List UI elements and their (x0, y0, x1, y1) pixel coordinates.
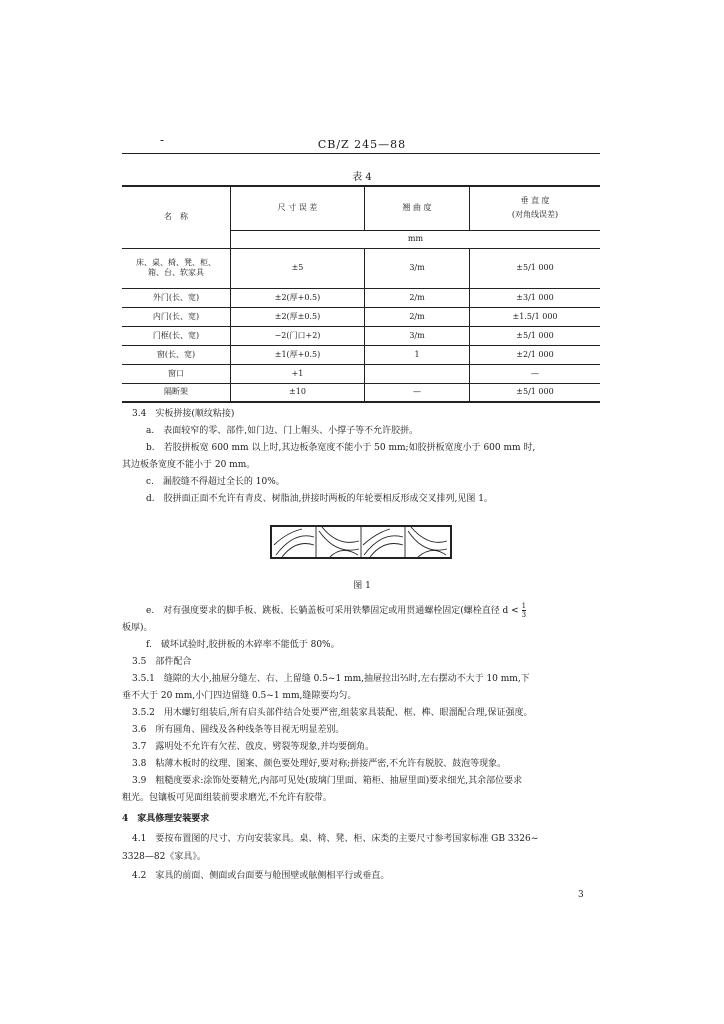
table-row (122, 345, 600, 364)
paragraph-3-7: 3.7 露明处不允许有欠茬、戗皮、劈裂等现象,并均要倒角。 (132, 742, 375, 752)
paragraph-3-4-b-line1: b. 若胶拼板宽 600 mm 以上时,其边板条宽度不能小于 50 mm;如胶拼板宽度小于 600 mm 时, (146, 443, 536, 453)
paragraph-3-9-line1: 3.9 粗糙度要求:涂饰处要精光,内部可见处(玻璃门里面、箱柜、抽屉里面)要求细光,其余部位要求 (132, 776, 523, 786)
row-name-line: 箱、台、软家具 (148, 268, 204, 277)
paragraph-3-5-1-line1: 3.5.1 缝隙的大小,抽屉分缝左、右、上留缝 0.5~1 mm,抽屉拉出⅔时,左右摆动不大于 10 mm,下 (132, 674, 530, 684)
header-name: 名 称 (122, 186, 231, 248)
row-verticality: — (470, 364, 601, 383)
row-size: ±2(厚+0.5) (231, 288, 365, 307)
paragraph-3-8: 3.8 粘薄木板时的纹理、图案、颜色要处理好,要对称;拼接严密,不允许有脱胶、鼓泡等现象。 (132, 759, 507, 769)
figure-1-caption: 图 1 (353, 581, 371, 591)
row-curvature: 3/m (365, 326, 470, 345)
paragraph-3-4-c: c. 漏胶缝不得超过全长的 10%。 (146, 477, 285, 487)
row-curvature (365, 364, 470, 383)
row-size: −2(门口+2) (231, 326, 365, 345)
table-row (122, 383, 600, 402)
table-row (122, 307, 600, 326)
row-verticality: ±1.5/1 000 (470, 307, 601, 326)
table-title: 表 4 (352, 172, 372, 183)
row-name: 窗口 (122, 364, 231, 383)
row-name: 门框(长、宽) (122, 326, 231, 345)
table-row (122, 248, 600, 288)
row-curvature: 2/m (365, 288, 470, 307)
table-row (122, 326, 600, 345)
row-verticality: ±5/1 000 (470, 326, 601, 345)
page-number: 3 (578, 890, 584, 900)
fraction-one-third (522, 602, 526, 619)
row-curvature: — (365, 383, 470, 402)
row-size: ±10 (231, 383, 365, 402)
wood-grain-drawing (272, 527, 450, 557)
header-mark: - (160, 133, 165, 147)
row-size: +1 (231, 364, 365, 383)
paragraph-3-4-e-line1 (146, 602, 526, 619)
row-verticality: ±5/1 000 (470, 383, 601, 402)
paragraph-3-4-b-line2: 其边板条宽度不能小于 20 mm。 (122, 460, 256, 470)
paragraph-3-5-2: 3.5.2 用木螺钉组装后,所有启头部件结合处要严密,组装家具装配、框、榫、眼溜配合理,保证强度。 (132, 708, 533, 718)
row-curvature: 1 (365, 345, 470, 364)
row-curvature: 3/m (365, 248, 470, 288)
section-3-5-heading: 3.5 部件配合 (132, 657, 192, 667)
row-name: 内门(长、宽) (122, 307, 231, 326)
row-name (122, 248, 231, 288)
row-name-line: 床、桌、椅、凳、柜、 (136, 258, 216, 267)
paragraph-4-1-line2: 3328—82《家具》。 (122, 852, 206, 862)
fraction-denominator: 3 (521, 611, 527, 619)
header-size: 尺 寸 误 差 (231, 186, 365, 230)
row-name: 外门(长、宽) (122, 288, 231, 307)
header-curvature: 翘 曲 度 (365, 186, 470, 230)
section-4-heading: 4 家具修理安装要求 (122, 814, 210, 824)
paragraph-3-4-e-text: e. 对有强度要求的脚手板、跳板、长躺盖板可采用铁攀固定或用贯通螺栓固定(螺栓直径 d < (146, 606, 522, 616)
row-size: ±2(厚±0.5) (231, 307, 365, 326)
paragraph-3-6: 3.6 所有圆角、圆线及各种线条等目视无明显差别。 (132, 725, 345, 735)
row-curvature: 2/m (365, 307, 470, 326)
paragraph-3-4-e-line2: 板厚)。 (122, 623, 153, 633)
row-verticality: ±2/1 000 (470, 345, 601, 364)
row-size: ±5 (231, 248, 365, 288)
paragraph-4-2: 4.2 家具的前面、侧面或台面要与舱围壁或舷侧相平行或垂直。 (132, 871, 390, 881)
tolerance-table (122, 185, 600, 403)
row-name: 窗(长、宽) (122, 345, 231, 364)
header-verticality-label: 垂 直 度 (520, 196, 550, 206)
table-row (122, 364, 600, 383)
paragraph-4-1-line1: 4.1 要按布置图的尺寸、方向安装家具。桌、椅、凳、柜、床类的主要尺寸参考国家标准 GB 3326~ (132, 834, 539, 844)
standard-code: CB/Z 245—88 (317, 138, 407, 151)
paragraph-3-9-line2: 粗光。包镶板可见面组装前要求磨光,不允许有胶带。 (122, 793, 332, 803)
header-rule (122, 153, 600, 154)
paragraph-3-5-1-line2: 垂不大于 20 mm,小门四边留缝 0.5~1 mm,缝隙要均匀。 (122, 691, 357, 701)
figure-1-wood-grain (270, 525, 452, 559)
section-3-4-heading: 3.4 实板拼接(顺纹粘接) (132, 409, 235, 419)
row-name: 隔断架 (122, 383, 231, 402)
header-verticality (470, 186, 601, 230)
table-row (122, 288, 600, 307)
paragraph-3-4-f: f. 破坏试验时,胶拼板的木碎率不能低于 80%。 (146, 640, 340, 650)
row-verticality: ±5/1 000 (470, 248, 601, 288)
header-verticality-note: (对角线误差) (511, 210, 559, 220)
header-unit: mm (231, 230, 601, 248)
row-verticality: ±3/1 000 (470, 288, 601, 307)
row-size: ±1(厚+0.5) (231, 345, 365, 364)
paragraph-3-4-a: a. 表面较窄的零、部件,如门边、门上帽头、小撑子等不允许胶拼。 (146, 426, 419, 436)
paragraph-3-4-d: d. 胶拼面正面不允许有青皮、树脂油,拼接时两板的年轮要相反形成交叉排列,见图 1。 (146, 494, 493, 504)
fraction-numerator: 1 (521, 602, 527, 610)
